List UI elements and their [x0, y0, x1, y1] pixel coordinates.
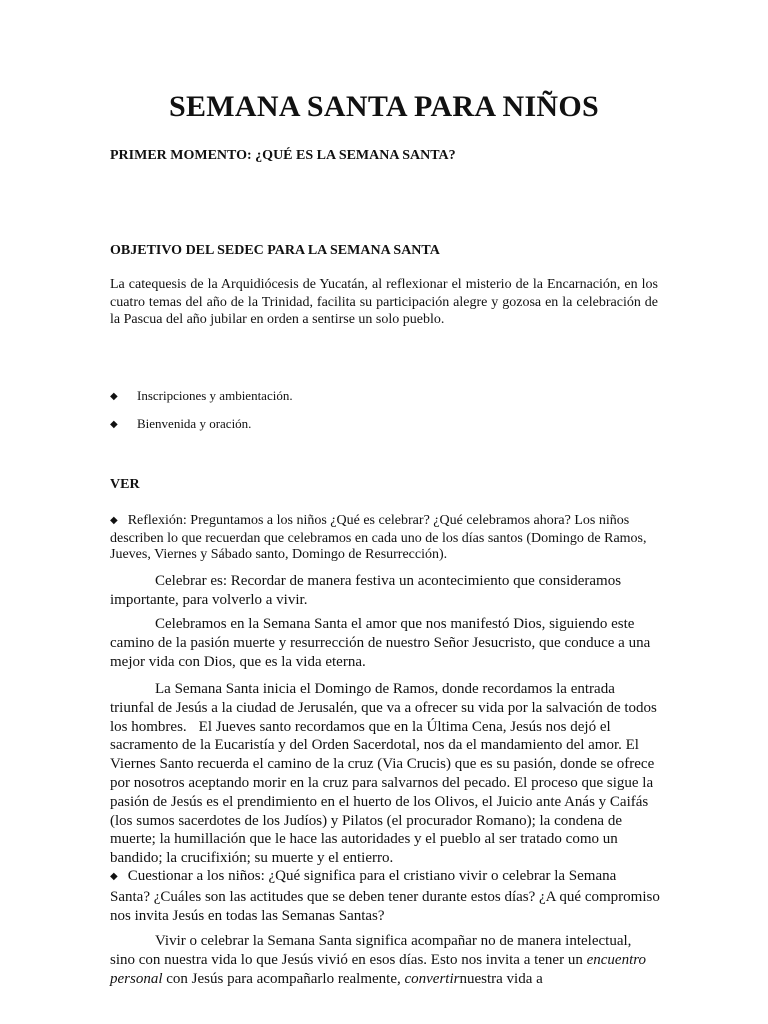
diamond-bullet-icon: ◆ [110, 391, 118, 402]
celebramos-paragraph [110, 615, 660, 671]
bullet-item-bienvenida [110, 416, 251, 432]
cuestionar-text: Cuestionar a los niños: ¿Qué significa para el cristiano vivir o celebrar la Semana Santa? ¿Cuáles son las actitudes que se deben tener durante estos días? ¿A qué compromiso nos invita Jesús en todas las Semanas Santas? [110, 868, 660, 924]
semana-text-part2: El Jueves santo recordamos que en la Última Cena, Jesús nos dejó el sacramento de la Eucaristía y del Orden Sacerdotal, nos da el mandamiento del amor. El Viernes Santo recuerda el camino de la cruz (Via Crucis) que es su pasión, donde se ofrece por nosotros aceptando morir en la cruz para salvarnos del pecado. El proceso que sigue la pasión de Jesús es el prendimiento en el huerto de los Olivos, el Juicio ante Anás y Caifás (los sumos sacerdotes de los Judíos) y Pilatos (el procurador Romano); la condena de muerte; la humillación que le hace las autoridades y el pueblo al ser tratado como un bandido; la crucifixión; su muerte y el entierro. [110, 718, 655, 867]
celebrar-paragraph [110, 572, 660, 610]
diamond-bullet-icon: ◆ [110, 515, 118, 526]
celebrar-text: Celebrar es: Recordar de manera festiva un acontecimiento que consideramos importante, para volverlo a vivir. [110, 573, 622, 608]
vivir-text-part1: Vivir o celebrar la Semana Santa significa acompañar no de manera intelectual, sino con nuestra vida lo que Jesús vivió en esos días. Esto nos invita a tener un [110, 933, 632, 968]
vivir-italic-convertir: convertir [404, 970, 460, 987]
section-heading-ver: VER [110, 477, 140, 492]
section-heading-primer-momento: PRIMER MOMENTO: ¿QUÉ ES LA SEMANA SANTA? [110, 148, 456, 163]
cuestionar-paragraph [110, 867, 660, 925]
reflexion-text: Reflexión: Preguntamos a los niños ¿Qué es celebrar? ¿Qué celebramos ahora? Los niños describen lo que recuerdan que celebramos en cada uno de los días santos (Domingo de Ramos, Jueves, Viernes y Sábado santo, Domingo de Resurrección). [110, 513, 647, 562]
bullet-text: Bienvenida y oración. [137, 416, 252, 431]
document-title: SEMANA SANTA PARA NIÑOS [168, 90, 600, 123]
bullet-text: Inscripciones y ambientación. [137, 388, 293, 403]
semana-santa-paragraph [110, 680, 660, 868]
diamond-bullet-icon: ◆ [110, 871, 118, 882]
section-heading-objetivo: OBJETIVO DEL SEDEC PARA LA SEMANA SANTA [110, 243, 440, 258]
reflexion-paragraph [110, 513, 660, 564]
objetivo-paragraph: La catequesis de la Arquidiócesis de Yucatán, al reflexionar el misterio de la Encarnación, en los cuatro temas del año de la Trinidad, facilita su participación alegre y gozosa en la celebración de la Pascua del año jubilar en orden a sentirse un solo pueblo. [110, 277, 658, 327]
vivir-paragraph [110, 932, 660, 988]
diamond-bullet-icon: ◆ [110, 419, 118, 430]
bullet-item-inscripciones [110, 388, 293, 404]
celebramos-text: Celebramos en la Semana Santa el amor que nos manifestó Dios, siguiendo este camino de la pasión muerte y resurrección de nuestro Señor Jesucristo, que conduce a una mejor vida con Dios, que es la vida eterna. [110, 616, 651, 670]
semana-text-part1: La Semana Santa inicia el Domingo de Ramos, donde recordamos la entrada triunfal de Jesús a la ciudad de Jerusalén, que va a ofrecer su vida por la salvación de todos los hombres. [110, 681, 657, 735]
vivir-italic-encuentro: encuentro personal [110, 951, 647, 987]
vivir-text-part3: nuestra vida a [459, 970, 543, 987]
vivir-text-part2: con Jesús para acompañarlo realmente, [162, 970, 405, 987]
